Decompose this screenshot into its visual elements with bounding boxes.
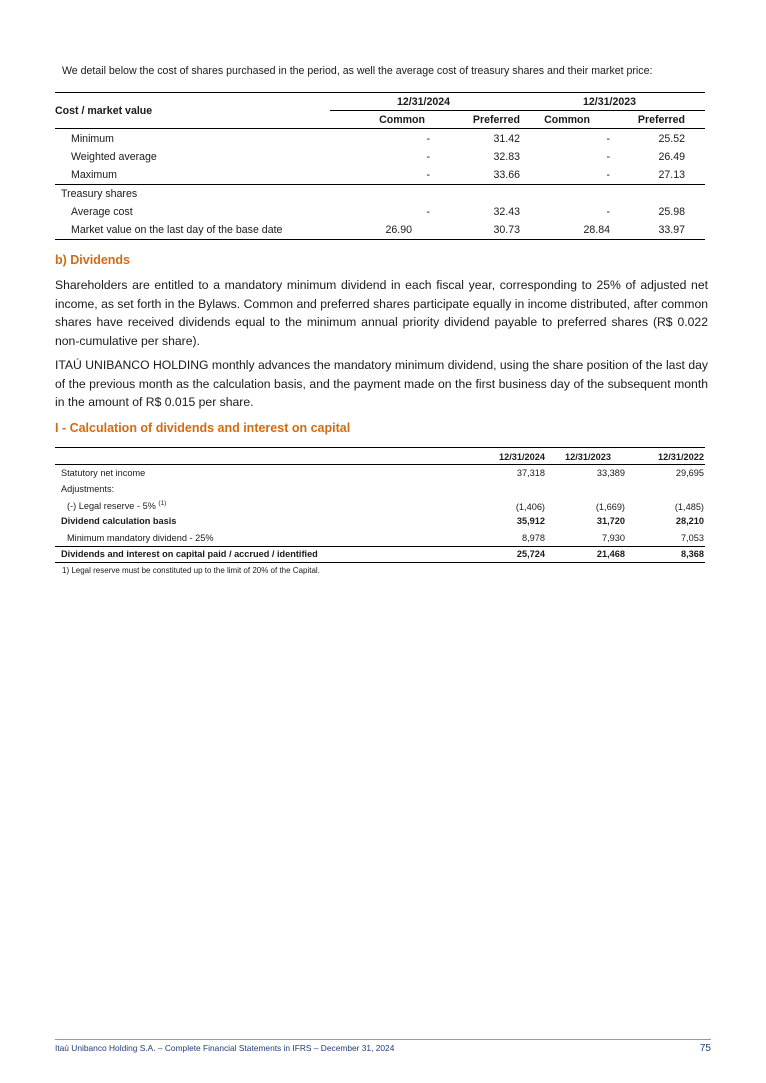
cell: - [606, 151, 610, 163]
cell: 33.97 [658, 224, 685, 236]
cell: 26.90 [385, 224, 412, 236]
subheader: Preferred [472, 114, 520, 126]
cell: 32.83 [493, 151, 520, 163]
header-bottom-rule [55, 128, 705, 129]
cell: 21,468 [596, 549, 625, 559]
cell: - [426, 151, 430, 163]
cell: 28.84 [583, 224, 610, 236]
cell: 27.13 [658, 169, 685, 181]
dividends-paragraph-1: Shareholders are entitled to a mandatory minimum dividend in each fiscal year, corresponding to 25% of adjusted net income, as set forth in the Bylaws. Common and preferred shares participate equally in income distributed, after common shares have received dividends equal to the minimum annual priority dividend payable to preferred shares (R$ 0.022 non-cumulative per share). [55, 278, 708, 349]
cell: 37,318 [516, 468, 545, 478]
row-header: Cost / market value [55, 105, 153, 117]
cell: - [426, 206, 430, 218]
footer-rule [55, 1039, 711, 1040]
row-label: Statutory net income [61, 468, 146, 478]
subheader: Common [379, 114, 425, 126]
cell: 35,912 [516, 516, 545, 526]
row-label: Maximum [71, 169, 117, 181]
row-label: Dividend calculation basis [61, 516, 177, 526]
footnote-ref: (1) [158, 500, 167, 507]
table-bottom-rule [55, 239, 705, 240]
row-label: Weighted average [71, 151, 157, 163]
period-rule [330, 110, 705, 111]
cell: 28,210 [675, 516, 704, 526]
row-label: Average cost [71, 206, 133, 218]
cell: 26.49 [658, 151, 685, 163]
row-label: Market value on the last day of the base date [71, 224, 283, 236]
footnote: 1) Legal reserve must be constituted up to the limit of 20% of the Capital. [62, 566, 320, 575]
cell: (1,406) [515, 502, 545, 512]
cell: - [606, 206, 610, 218]
cell: 33,389 [596, 468, 625, 478]
table-top-rule [55, 92, 705, 93]
cell: 32.43 [493, 206, 520, 218]
cell: - [606, 169, 610, 181]
row-label: Minimum mandatory dividend - 25% [67, 533, 214, 543]
column-header: 12/31/2023 [565, 452, 611, 462]
cell: - [606, 133, 610, 145]
treasury-label: Treasury shares [61, 188, 138, 200]
cell: 7,930 [602, 533, 625, 543]
row-label: Minimum [71, 133, 114, 145]
cell: 8,368 [681, 549, 704, 559]
footer-text: Itaú Unibanco Holding S.A. – Complete Financial Statements in IFRS – December 31, 2024 [55, 1043, 395, 1053]
column-header: 12/31/2022 [658, 452, 704, 462]
row-label: Adjustments: [61, 484, 115, 494]
cell: - [426, 133, 430, 145]
row-rule [55, 546, 705, 547]
cell: 31.42 [493, 133, 520, 145]
subheader: Common [544, 114, 590, 126]
cell: 31,720 [596, 516, 625, 526]
period-header: 12/31/2023 [583, 96, 637, 108]
row-label: (-) Legal reserve - 5% $^{(1)}$ [67, 500, 167, 511]
cell: (1,669) [595, 502, 625, 512]
section-rule [55, 184, 705, 185]
cell: 30.73 [493, 224, 520, 236]
cell: - [426, 169, 430, 181]
table-bottom-rule [55, 562, 705, 563]
cell: 33.66 [493, 169, 520, 181]
dividends-heading: b) Dividends [55, 253, 131, 267]
page-number: 75 [699, 1043, 711, 1054]
cell: 25,724 [516, 549, 545, 559]
dividends-paragraph-2: ITAÚ UNIBANCO HOLDING monthly advances the mandatory minimum dividend, using the share position of the last day of the previous month as the calculation basis, and the payment made on the first business day of the subsequent month in the amount of R$ 0.015 per share. [55, 358, 708, 410]
period-header: 12/31/2024 [397, 96, 451, 108]
subheader: Preferred [637, 114, 685, 126]
cell: 8,978 [522, 533, 545, 543]
intro-text: We detail below the cost of shares purchased in the period, as well the average cost of treasury shares and their market price: [62, 65, 653, 77]
cell: 7,053 [681, 533, 704, 543]
row-label: Dividends and interest on capital paid / accrued / identified [61, 549, 318, 559]
table-top-rule [55, 447, 705, 448]
cell: 25.52 [658, 133, 685, 145]
calculation-heading: I - Calculation of dividends and interest on capital [55, 421, 351, 435]
header-rule [55, 464, 705, 465]
cell: 29,695 [675, 468, 704, 478]
cell: 25.98 [658, 206, 685, 218]
cell: (1,485) [674, 502, 704, 512]
column-header: 12/31/2024 [499, 452, 545, 462]
